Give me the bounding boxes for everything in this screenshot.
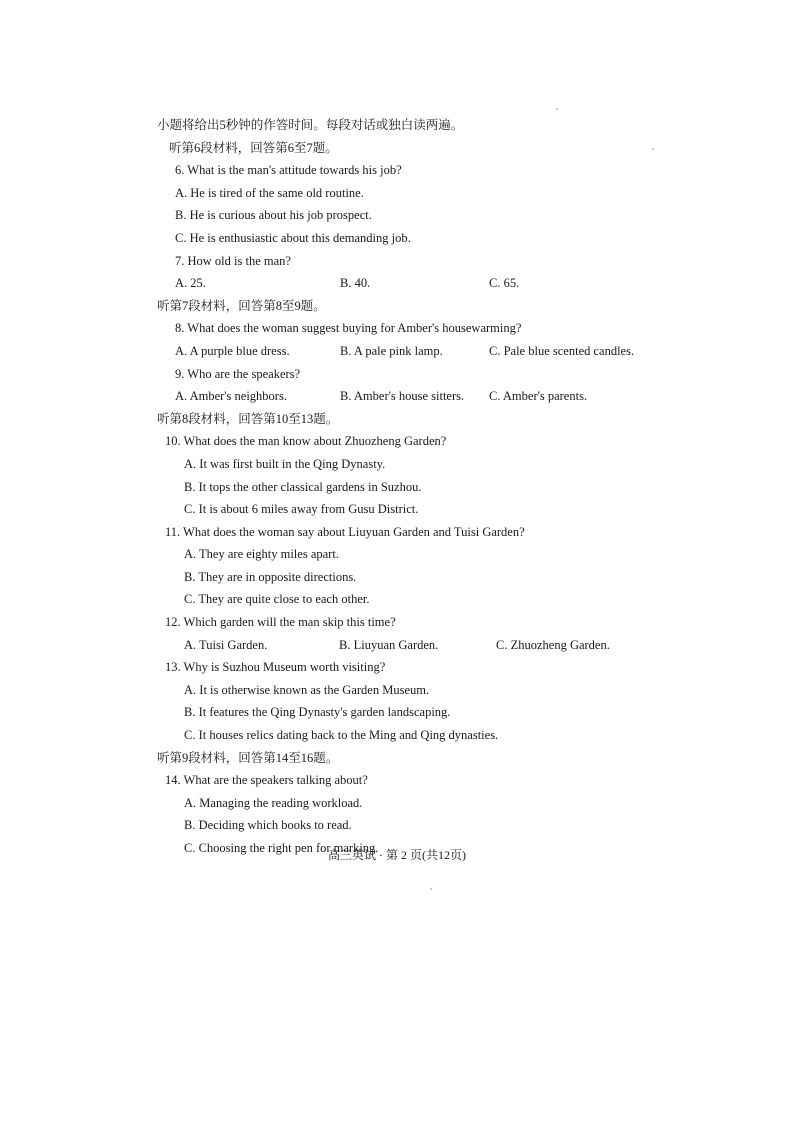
answer-option: C. 65. [489, 276, 520, 291]
scan-speck [556, 108, 558, 110]
answer-option: A. It is otherwise known as the Garden Museum. [184, 682, 430, 697]
answer-options-row [175, 385, 657, 408]
answer-option: B. Liuyuan Garden. [339, 637, 439, 652]
answer-option: A. Amber's neighbors. [175, 389, 287, 404]
answer-option: B. A pale pink lamp. [340, 343, 443, 358]
answer-option: C. Pale blue scented candles. [489, 343, 635, 358]
answer-option: A. They are eighty miles apart. [184, 547, 339, 562]
answer-option: B. He is curious about his job prospect. [175, 208, 372, 223]
answer-option: B. Amber's house sitters. [340, 389, 465, 404]
answer-option: C. He is enthusiastic about this demanding job. [175, 230, 411, 245]
section-heading: 听第6段材料，回答第6至7题。 [169, 140, 338, 155]
answer-option: C. It is about 6 miles away from Gusu District. [184, 502, 419, 517]
answer-option: A. A purple blue dress. [175, 343, 290, 358]
answer-option: C. They are quite close to each other. [184, 592, 370, 607]
question-stem: 6. What is the man's attitude towards his job? [175, 163, 402, 178]
section-heading: 听第9段材料，回答第14至16题。 [157, 750, 339, 765]
answer-options-row [184, 634, 657, 657]
answer-option: C. Choosing the right pen for marking. [184, 841, 379, 855]
question-stem: 8. What does the woman suggest buying for Amber's housewarming? [175, 321, 522, 336]
question-stem: 13. Why is Suzhou Museum worth visiting? [165, 660, 386, 675]
answer-option: B. They are in opposite directions. [184, 569, 357, 584]
answer-options-row [175, 272, 657, 295]
section-heading: 听第7段材料，回答第8至9题。 [157, 298, 326, 313]
question-stem: 7. How old is the man? [175, 253, 291, 268]
answer-option: A. Tuisi Garden. [184, 637, 268, 652]
answer-option: B. Deciding which books to read. [184, 818, 352, 833]
section-heading: 听第8段材料，回答第10至13题。 [157, 411, 339, 426]
answer-option: A. He is tired of the same old routine. [175, 185, 364, 200]
question-stem: 9. Who are the speakers? [175, 366, 301, 381]
question-list [157, 114, 657, 860]
answer-option: B. It tops the other classical gardens in Suzhou. [184, 479, 422, 494]
answer-options-row [175, 340, 657, 363]
instructions-text: 小题将给出5秒钟的作答时间。每段对话或独白读两遍。 [157, 118, 464, 132]
question-stem: 14. What are the speakers talking about? [165, 773, 368, 788]
answer-option: B. It features the Qing Dynasty's garden landscaping. [184, 705, 451, 720]
answer-option: C. Zhuozheng Garden. [496, 637, 610, 652]
answer-option: C. It houses relics dating back to the Ming and Qing dynasties. [184, 728, 499, 743]
answer-option: A. 25. [175, 276, 206, 291]
question-stem: 12. Which garden will the man skip this time? [165, 615, 396, 630]
question-stem: 11. What does the woman say about Liuyuan Garden and Tuisi Garden? [165, 524, 525, 539]
scan-speck [430, 888, 432, 890]
page-footer: 高三英试 · 第 2 页(共12页) [328, 848, 466, 862]
answer-option: B. 40. [340, 276, 371, 291]
question-stem: 10. What does the man know about Zhuozheng Garden? [165, 434, 447, 449]
answer-option: A. It was first built in the Qing Dynasty. [184, 456, 386, 471]
answer-option: C. Amber's parents. [489, 389, 588, 404]
answer-option: A. Managing the reading workload. [184, 795, 363, 810]
